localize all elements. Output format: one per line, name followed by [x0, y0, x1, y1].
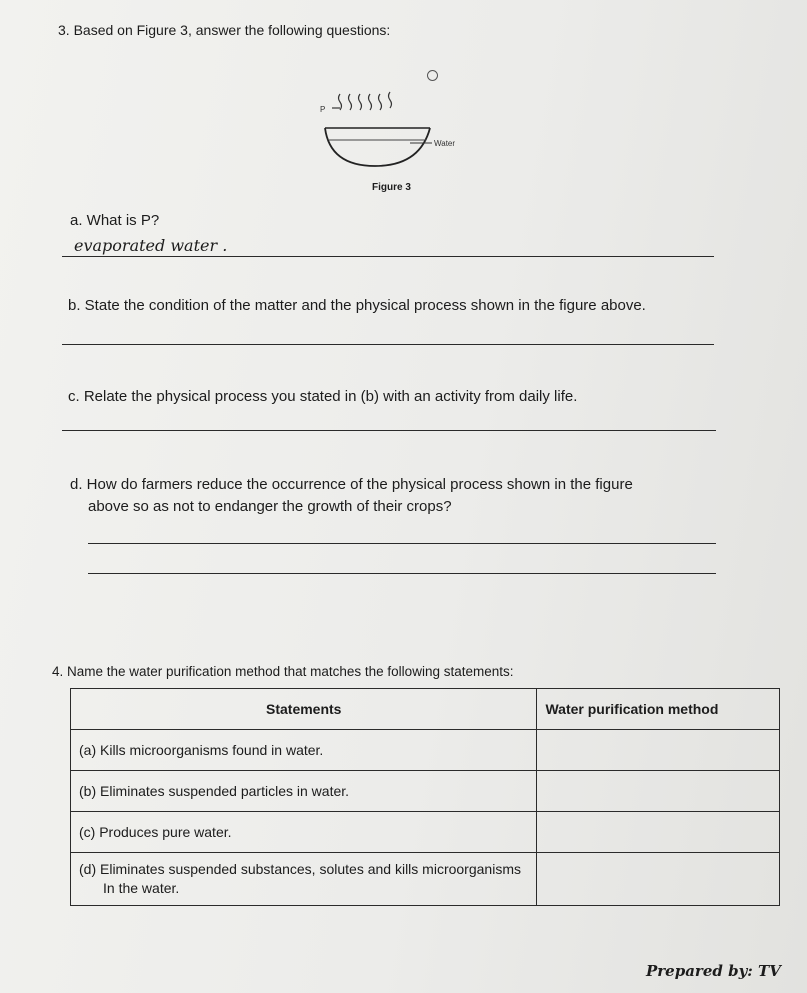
question-4-heading: 4. Name the water purification method that matches the following statements: — [52, 664, 514, 679]
basin-outline — [325, 128, 430, 166]
question-3d-line1: d. How do farmers reduce the occurrence of the physical process shown in the figure — [70, 476, 633, 493]
statement-d — [71, 853, 537, 906]
question-3b: b. State the condition of the matter and the physical process shown in the figure above. — [68, 297, 646, 314]
prepared-by-signature: Prepared by: TV — [646, 962, 781, 980]
table-row — [71, 730, 780, 771]
header-statements: Statements — [71, 689, 537, 730]
method-cell-b[interactable] — [537, 771, 780, 812]
table-row — [71, 853, 780, 906]
table-row — [71, 771, 780, 812]
figure-3-diagram — [310, 88, 490, 173]
label-water: Water — [434, 139, 456, 148]
answer-line-3d-1[interactable] — [88, 543, 716, 544]
answer-line-3a[interactable] — [62, 256, 714, 257]
vapor-squiggles — [339, 92, 392, 110]
method-cell-d[interactable] — [537, 853, 780, 906]
statement-a: (a) Kills microorganisms found in water. — [71, 730, 537, 771]
question-3-heading: 3. Based on Figure 3, answer the following questions: — [58, 22, 391, 38]
purification-table — [70, 688, 780, 906]
table-row — [71, 812, 780, 853]
question-3d-line2: above so as not to endanger the growth of their crops? — [88, 498, 452, 515]
label-p: P — [320, 105, 326, 114]
statement-d-line2: In the water. — [103, 880, 180, 896]
statement-c: (c) Produces pure water. — [71, 812, 537, 853]
statement-d-line1: (d) Eliminates suspended substances, solutes and kills microorganisms — [79, 861, 521, 877]
figure-caption: Figure 3 — [372, 182, 411, 193]
question-3a: a. What is P? — [70, 212, 160, 229]
question-3c: c. Relate the physical process you stated in (b) with an activity from daily life. — [68, 388, 578, 405]
small-circle-mark — [427, 70, 438, 81]
statement-b: (b) Eliminates suspended particles in water. — [71, 771, 537, 812]
table-header-row — [71, 689, 780, 730]
answer-line-3c[interactable] — [62, 430, 716, 431]
answer-line-3d-2[interactable] — [88, 573, 716, 574]
handwritten-answer-3a: evaporated water . — [74, 236, 228, 255]
method-cell-c[interactable] — [537, 812, 780, 853]
answer-line-3b[interactable] — [62, 344, 714, 345]
header-method: Water purification method — [537, 689, 780, 730]
method-cell-a[interactable] — [537, 730, 780, 771]
